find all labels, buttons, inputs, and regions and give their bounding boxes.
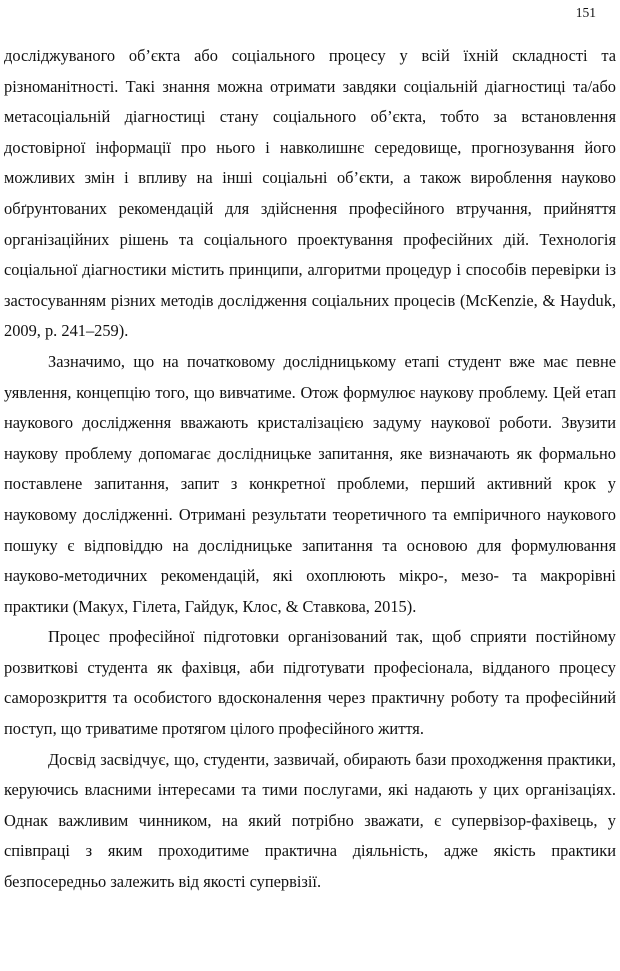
paragraph-continued: досліджуваного об’єкта або соціального процесу у всій їхній складності та різноманітності. Такі знання можна отримати завдяки соціальній діагностиці та/або метасоціальній діагностиці стану соціального об’єкта, тобто за встановлення достовірної інформації про нього і навколишнє середовище, прогнозування його можливих змін і впливу на інші соціальні об’єкти, а також вироблення науково обґрунтованих рекомендацій для здійснення професійного втручання, прийняття організаційних рішень та соціального проектування професійних дій. Технологія соціальної діагностики містить принципи, алгоритми процедур і способів перевірки із застосуванням різних методів дослідження соціальних процесів (McKenzie, & Hayduk, 2009, p. 241–259). — [4, 46, 616, 341]
text-body — [4, 41, 616, 898]
paragraph-research-question: Зазначимо, що на початковому дослідницькому етапі студент вже має певне уявлення, концепцію того, що вивчатиме. Отож формулює наукову проблему. Цей етап наукового дослідження вважають кристалізацією задуму наукової роботи. Звузити наукову проблему допомагає дослідницьке запитання, яке визначають як формально поставлене запитання, запит з конкретної проблеми, перший активний крок у науковому дослідженні. Отримані результати теоретичного та емпіричного наукового пошуку є відповіддю на дослідницьке запитання та основою для формулювання науково-методичних рекомендацій, які охоплюють мікро-, мезо- та макрорівні практики (Макух, Гілета, Гайдук, Клос, & Ставкова, 2015). — [4, 351, 616, 616]
paragraph-professional-training: Процес професійної підготовки організований так, щоб сприяти постійному розвиткові студента як фахівця, аби підготувати професіонала, відданого процесу саморозкриття та особистого вдосконалення через практичну роботу та професійний поступ, що триватиме протягом цілого професійного життя. — [4, 627, 616, 739]
page-number: 151 — [575, 5, 596, 20]
paragraph-supervision: Досвід засвідчує, що, студенти, зазвичай, обирають бази проходження практики, керуючись власними інтересами та тими послугами, які надають у цих організаціях. Однак важливим чинником, на який потрібно зважати, є супервізор-фахівець, у співпраці з яким проходитиме практична діяльність, адже якість практики безпосередньо залежить від якості супервізії. — [4, 749, 616, 892]
